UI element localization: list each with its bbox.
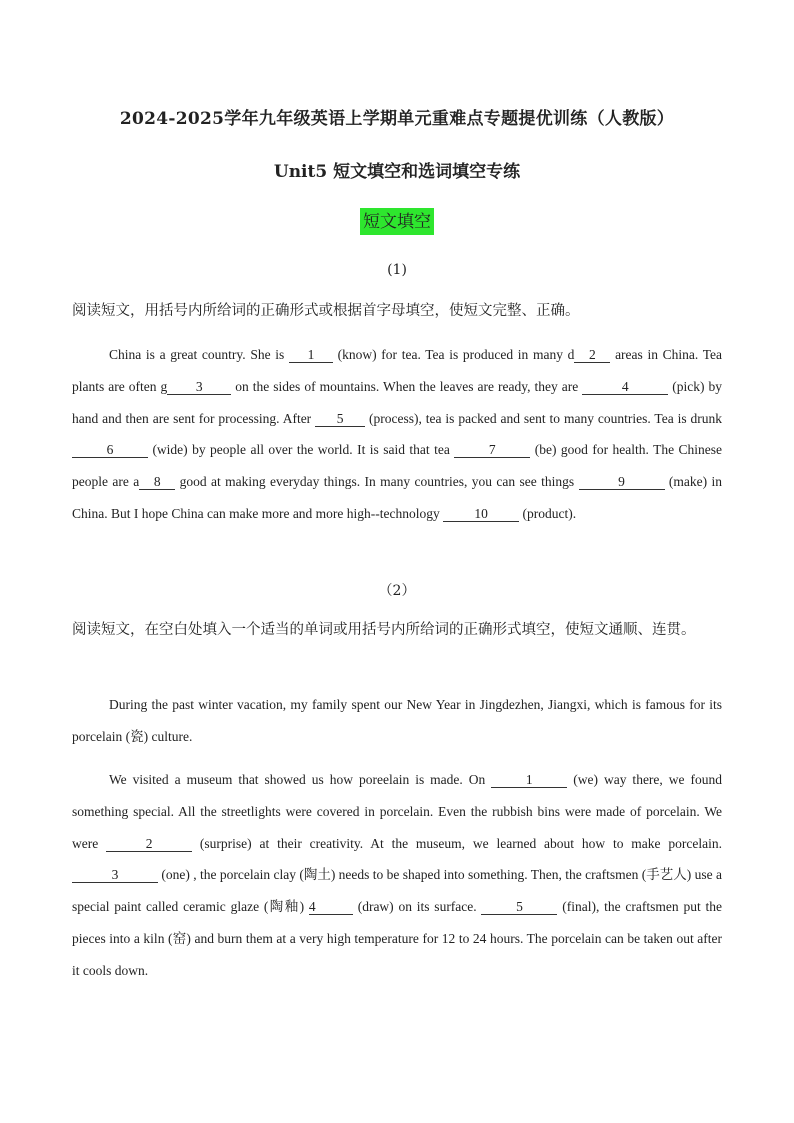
blank-2-4[interactable]: 4 [309,899,353,915]
part1-number: (1) [387,262,407,278]
page-subtitle: Unit5 短文填空和选词填空专练 [273,162,521,182]
passage-text: (we) way there, we found something special. All the streetlights were covered in porcelain. Even the rubbish bins were made of porcelain. We were [72,772,722,851]
passage-text: good at making everyday things. In many countries, you can see things [175,474,579,490]
blank-4[interactable]: 4 [582,379,668,395]
passage-text: (draw) on its surface. [352,899,482,915]
passage-text: (know) for tea. Tea is produced in many d [332,347,575,362]
part2-instruction: 阅读短文，在空白处填入一个适当的单词或用括号内所给词的正确形式填空，使短文通顺、连贯。 [72,622,696,638]
blank-9[interactable]: 9 [579,474,665,490]
blank-1[interactable]: 1 [289,347,333,363]
blank-6[interactable]: 6 [72,442,148,458]
passage-text: (process), tea is packed and sent to many countries. Tea is drunk [365,410,723,426]
blank-8[interactable]: 8 [139,474,175,490]
part1-instruction: 阅读短文，用括号内所给词的正确形式或根据首字母填空，使短文完整、正确。 [72,303,580,319]
passage-text: (one) , the porcelain clay (陶土) needs to be shaped into something. Then, the craftsmen (手艺人) use a special paint called ceramic glaze (陶釉) [72,867,722,915]
blank-10[interactable]: 10 [443,506,519,522]
part1-passage [72,339,722,530]
passage-text: (product). [519,505,577,521]
blank-5[interactable]: 5 [315,411,365,427]
blank-2-2[interactable]: 2 [106,836,192,852]
blank-2[interactable]: 2 [574,347,610,363]
page-title: 2024-2025学年九年级英语上学期单元重难点专题提优训练（人教版） [119,109,675,129]
passage-text: on the sides of mountains. When the leaves are ready, they are [231,378,583,394]
passage-text: China is a great country. She is [109,347,289,362]
blank-3[interactable]: 3 [167,379,231,395]
passage-text: We visited a museum that showed us how poreelain is made. On [109,772,492,787]
part2-paragraph-2 [72,764,722,987]
passage-text: (final), the craftsmen put the pieces into a kiln (窑) and burn them at a very high temperature for 12 to 24 hours. The porcelain can be taken out after it cools down. [72,899,722,978]
passage-text: (pick) by hand and then are sent for processing. After [72,378,722,426]
section-tag-wrap [0,208,794,235]
blank-2-3[interactable]: 3 [72,867,158,883]
section-tag: 短文填空 [360,208,434,235]
passage-text: (wide) by people all over the world. It is said that tea [148,442,455,458]
passage-text: (make) in China. But I hope China can make more and more high--technology [72,474,722,521]
part2-paragraph-1: During the past winter vacation, my family spent our New Year in Jingdezhen, Jiangxi, which is famous for its porcelain (瓷) culture. [72,697,722,744]
blank-2-5[interactable]: 5 [481,899,557,915]
passage-text: (be) good for health. The Chinese people are a [72,442,722,490]
part2-number: （2） [378,583,416,599]
passage-text: areas in China. Tea plants are often g [72,347,722,394]
blank-7[interactable]: 7 [454,442,530,458]
blank-2-1[interactable]: 1 [491,772,567,788]
passage-text: (surprise) at their creativity. At the museum, we learned about how to make porcelain. [192,835,722,851]
